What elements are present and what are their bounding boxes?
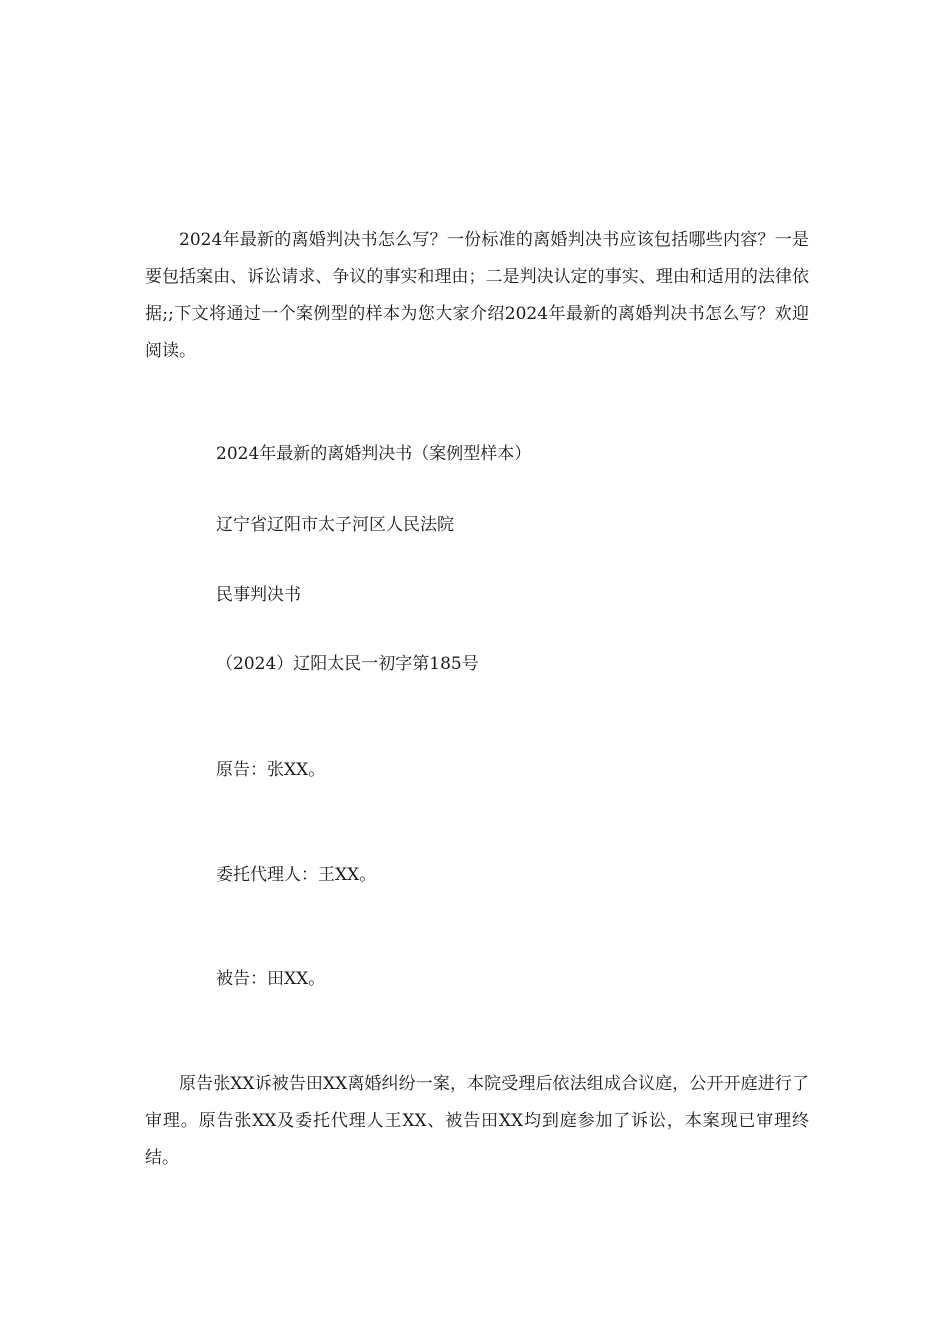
- court-name: 辽宁省辽阳市太子河区人民法院: [216, 515, 454, 535]
- plaintiff-line: 原告：张XX。: [216, 760, 326, 780]
- agent-line: 委托代理人：王XX。: [216, 865, 377, 885]
- document-title: 2024年最新的离婚判决书（案例型样本）: [216, 444, 532, 464]
- intro-paragraph: 2024年最新的离婚判决书怎么写？一份标准的离婚判决书应该包括哪些内容？一是要包括案由、诉讼请求、争议的事实和理由；二是判决认定的事实、理由和适用的法律依据;;下文将通过一个案例型的样本为您大家介绍2024年最新的离婚判决书怎么写？欢迎阅读。: [145, 230, 809, 361]
- case-number: （2024）辽阳太民一初字第185号: [216, 654, 479, 674]
- defendant-line: 被告：田XX。: [216, 969, 326, 989]
- document-type: 民事判决书: [216, 585, 301, 605]
- body-paragraph: 原告张XX诉被告田XX离婚纠纷一案，本院受理后依法组成合议庭，公开开庭进行了审理。原告张XX及委托代理人王XX、被告田XX均到庭参加了诉讼，本案现已审理终结。: [145, 1074, 809, 1168]
